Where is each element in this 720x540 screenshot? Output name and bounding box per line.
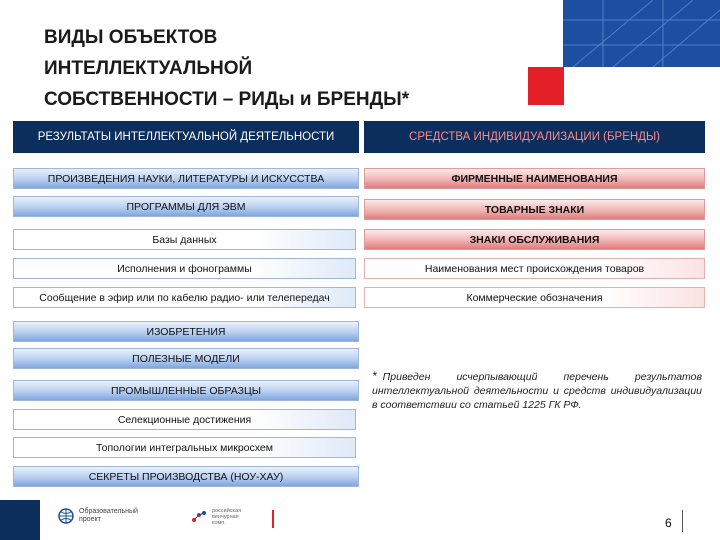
left-item-works: ПРОИЗВЕДЕНИЯ НАУКИ, ЛИТЕРАТУРЫ И ИСКУССТВА xyxy=(13,168,359,189)
left-item-databases: Базы данных xyxy=(13,229,356,250)
venture-logo-icon xyxy=(190,510,208,524)
right-item-service-marks: ЗНАКИ ОБСЛУЖИВАНИЯ xyxy=(364,229,705,250)
left-column-header: РЕЗУЛЬТАТЫ ИНТЕЛЛЕКТУАЛЬНОЙ ДЕЯТЕЛЬНОСТИ xyxy=(13,121,359,153)
right-item-commercial-designations: Коммерческие обозначения xyxy=(364,287,705,308)
education-project-logo xyxy=(58,508,138,524)
right-item-origin-names: Наименования мест происхождения товаров xyxy=(364,258,705,279)
footer-navy-block xyxy=(0,500,40,540)
slide-title: ВИДЫ ОБЪЕКТОВ ИНТЕЛЛЕКТУАЛЬНОЙ СОБСТВЕННОСТИ – РИДы и БРЕНДЫ* xyxy=(44,27,410,110)
globe-logo-icon xyxy=(58,508,74,524)
right-item-trademarks: ТОВАРНЫЕ ЗНАКИ xyxy=(364,199,705,220)
right-item-company-names: ФИРМЕННЫЕ НАИМЕНОВАНИЯ xyxy=(364,168,705,189)
left-item-performances: Исполнения и фонограммы xyxy=(13,258,356,279)
venture-logo-text: российская венчурная комп. xyxy=(212,508,242,526)
left-item-inventions: ИЗОБРЕТЕНИЯ xyxy=(13,321,359,342)
education-project-logo-text: Образовательный проект xyxy=(79,508,138,523)
page-number-divider xyxy=(682,510,683,532)
footnote-star: * xyxy=(372,369,377,383)
left-item-broadcasts: Сообщение в эфир или по кабелю радио- или телепередач xyxy=(13,287,356,308)
footer-red-divider xyxy=(272,510,274,528)
page-number: 6 xyxy=(665,516,672,530)
venture-company-logo xyxy=(190,508,241,526)
footnote xyxy=(372,369,702,412)
footnote-text: Приведен исчерпывающий перечень результатов интеллектуальной деятельности и средств индивидуализации в соответствии со статьей 1225 ГК РФ. xyxy=(372,371,702,411)
left-item-utility-models: ПОЛЕЗНЫЕ МОДЕЛИ xyxy=(13,348,359,369)
left-item-software: ПРОГРАММЫ ДЛЯ ЭВМ xyxy=(13,196,359,217)
left-item-topologies: Топологии интегральных микросхем xyxy=(13,437,356,458)
right-column-header: СРЕДСТВА ИНДИВИДУАЛИЗАЦИИ (БРЕНДЫ) xyxy=(364,121,705,153)
decorative-red-block xyxy=(528,67,564,105)
grid-lines-decoration xyxy=(563,0,720,67)
left-item-industrial-designs: ПРОМЫШЛЕННЫЕ ОБРАЗЦЫ xyxy=(13,380,359,401)
decorative-blue-block xyxy=(563,0,720,67)
left-item-know-how: СЕКРЕТЫ ПРОИЗВОДСТВА (НОУ-ХАУ) xyxy=(13,466,359,487)
left-item-breeding: Селекционные достижения xyxy=(13,409,356,430)
